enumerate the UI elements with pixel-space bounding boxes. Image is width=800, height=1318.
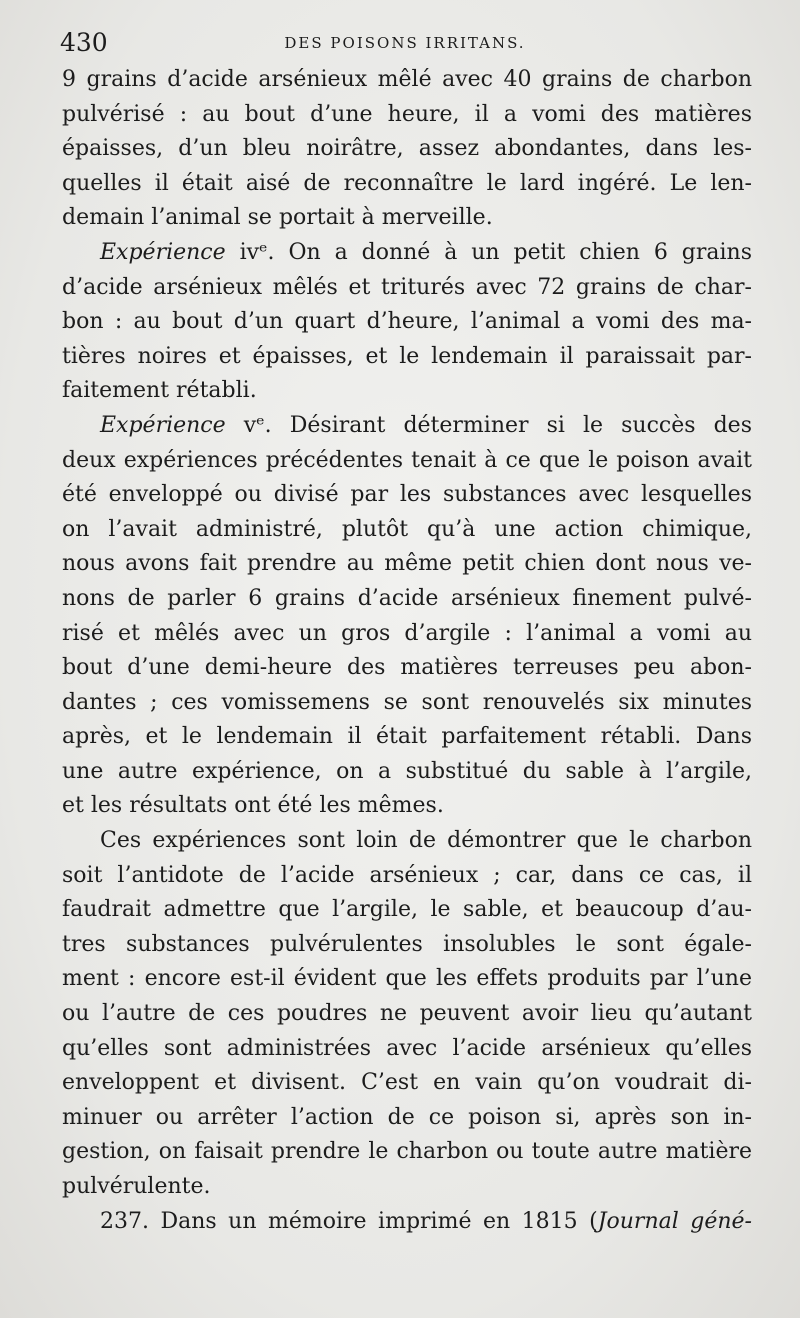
text-line — [62, 1205, 752, 1240]
text-segment: épaisses, d’un bleu noirâtre, assez abondantes, dans les- — [62, 136, 752, 162]
running-head-title: DES POISONS IRRITANS. — [284, 34, 526, 52]
text-segment: nous avons fait prendre au même petit chien dont nous ve- — [62, 551, 752, 577]
text-segment: une autre expérience, on a substitué du sable à l’argile, — [62, 758, 752, 784]
text-line — [62, 1066, 752, 1101]
text-segment: vᵉ. Désirant déterminer si le succès des — [225, 412, 752, 438]
text-segment: ment : encore est-il évident que les effets produits par l’une — [62, 966, 752, 992]
text-line — [62, 305, 752, 340]
text-line — [62, 824, 752, 859]
text-line — [62, 478, 752, 513]
text-line — [62, 928, 752, 963]
text-segment: bon : au bout d’un quart d’heure, l’animal a vomi des ma- — [62, 309, 752, 335]
text-line — [62, 201, 752, 236]
text-segment: bout d’une demi-heure des matières terreuses peu abon- — [62, 655, 752, 681]
text-line — [62, 789, 752, 824]
text-segment: après, et le lendemain il était parfaitement rétabli. Dans — [62, 724, 752, 750]
text-line — [62, 1135, 752, 1170]
text-segment: tres substances pulvérulentes insolubles le sont égale- — [62, 931, 752, 957]
text-line — [62, 444, 752, 479]
text-segment: enveloppent et divisent. C’est en vain qu’on voudrait di- — [62, 1070, 752, 1096]
text-segment: demain l’animal se portait à merveille. — [62, 205, 493, 231]
text-segment: d’acide arsénieux mêlés et triturés avec 72 grains de char- — [62, 274, 752, 300]
text-segment: Ces expériences sont loin de démontrer que le charbon — [100, 828, 752, 854]
text-line — [62, 651, 752, 686]
text-line — [62, 1101, 752, 1136]
text-line — [62, 513, 752, 548]
text-segment: ivᵉ. On a donné à un petit chien 6 grains — [225, 239, 752, 265]
text-line — [62, 893, 752, 928]
text-line — [62, 98, 752, 133]
text-line — [62, 63, 752, 98]
italic-segment: Expérience — [100, 239, 226, 265]
text-segment: deux expériences précédentes tenait à ce que le poison avait — [62, 447, 752, 473]
italic-segment: Journal géné- — [597, 1208, 752, 1234]
text-segment: soit l’antidote de l’acide arsénieux ; car, dans ce cas, il — [62, 862, 752, 888]
text-segment: faudrait admettre que l’argile, le sable, et beaucoup d’au- — [62, 897, 752, 923]
text-line — [62, 1170, 752, 1205]
text-line — [62, 582, 752, 617]
text-segment: été enveloppé ou divisé par les substances avec lesquelles — [62, 482, 752, 508]
text-line — [62, 132, 752, 167]
text-segment: dantes ; ces vomissemens se sont renouvelés six minutes — [62, 689, 752, 715]
text-line — [62, 409, 752, 444]
text-line — [62, 374, 752, 409]
text-segment: qu’elles sont administrées avec l’acide arsénieux qu’elles — [62, 1035, 752, 1061]
text-line — [62, 340, 752, 375]
text-line — [62, 720, 752, 755]
text-segment: minuer ou arrêter l’action de ce poison si, après son in- — [62, 1104, 752, 1130]
text-segment: tières noires et épaisses, et le lendemain il paraissait par- — [62, 343, 752, 369]
text-line — [62, 547, 752, 582]
running-head — [60, 26, 750, 60]
text-segment: pulvérisé : au bout d’une heure, il a vomi des matières — [62, 101, 752, 127]
text-segment: risé et mêlés avec un gros d’argile : l’animal a vomi au — [62, 620, 752, 646]
text-segment: ou l’autre de ces poudres ne peuvent avoir lieu qu’autant — [62, 1001, 752, 1027]
text-segment: et les résultats ont été les mêmes. — [62, 793, 444, 819]
text-line — [62, 997, 752, 1032]
text-segment: on l’avait administré, plutôt qu’à une action chimique, — [62, 516, 752, 542]
italic-segment: Expérience — [100, 412, 226, 438]
text-line — [62, 686, 752, 721]
text-line — [62, 271, 752, 306]
text-segment: pulvérulente. — [62, 1174, 211, 1199]
text-segment: nons de parler 6 grains d’acide arsénieux finement pulvé- — [62, 585, 752, 611]
text-line — [62, 962, 752, 997]
text-line — [62, 617, 752, 652]
text-line — [62, 1032, 752, 1067]
body-text — [62, 63, 752, 1239]
text-line — [62, 167, 752, 202]
text-line — [62, 755, 752, 790]
text-segment: 9 grains d’acide arsénieux mêlé avec 40 grains de charbon — [62, 67, 752, 92]
text-segment: 237. Dans un mémoire imprimé en 1815 ( — [100, 1208, 598, 1234]
text-segment: gestion, on faisait prendre le charbon ou toute autre matière — [62, 1139, 752, 1165]
text-line — [62, 236, 752, 271]
text-line — [62, 859, 752, 894]
text-segment: quelles il était aisé de reconnaître le lard ingéré. Le len- — [62, 170, 752, 196]
page-number: 430 — [60, 28, 108, 57]
text-segment: faitement rétabli. — [62, 378, 257, 404]
